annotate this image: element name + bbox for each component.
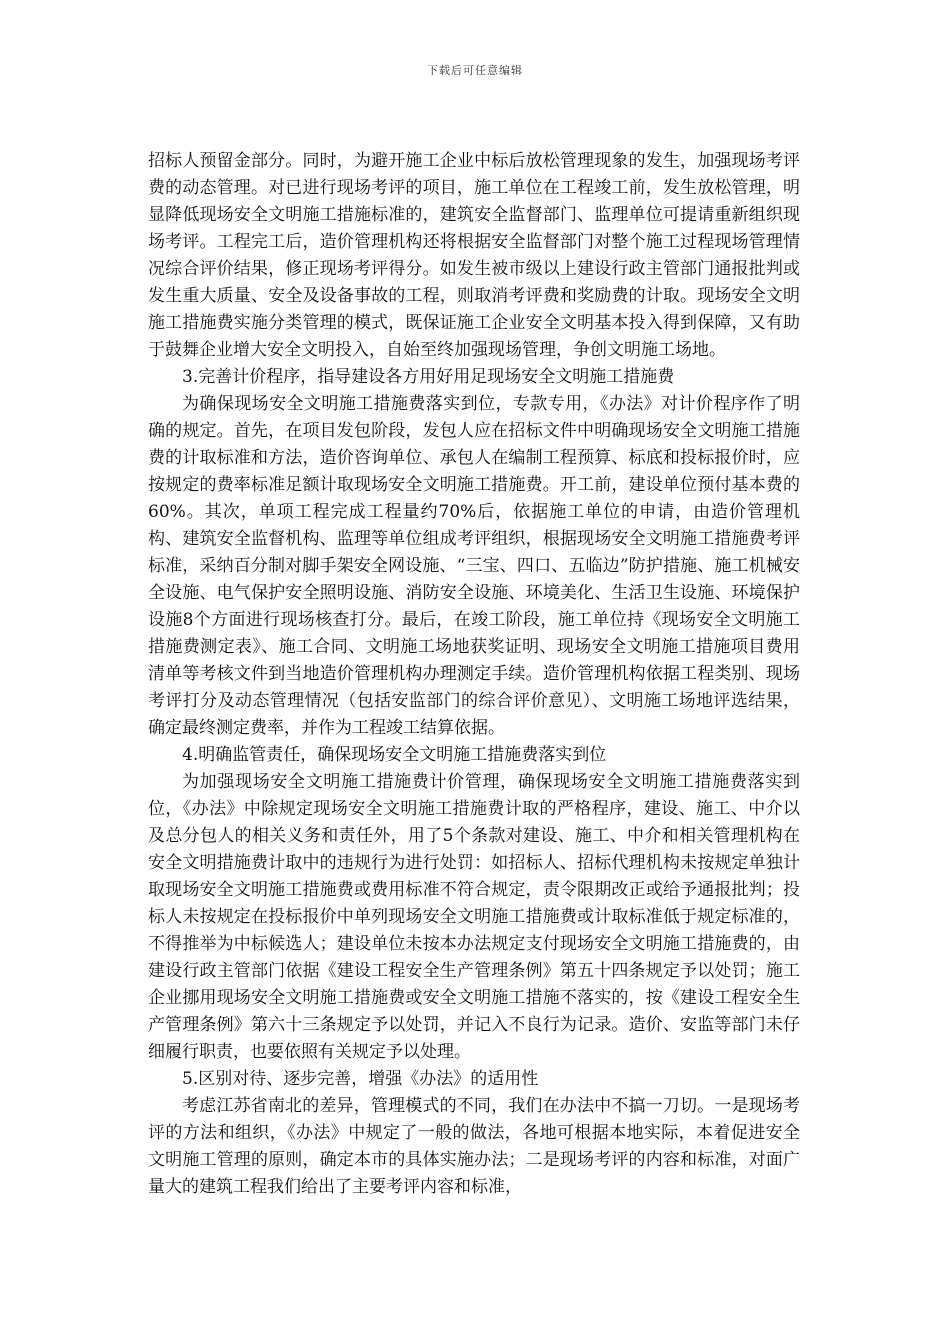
paragraph-applicability: 考虑江苏省南北的差异，管理模式的不同，我们在办法中不搞一刀切。一是现场考评的方法和组织，《办法》中规定了一般的做法，各地可根据本地实际，本着促进安全文明施工管理的原则，确定本市的具体实施办法；二是现场考评的内容和标准，对面广量大的建筑工程我们给出了主要考评内容和标准， [148,1096,800,1197]
section-heading-3: 3.完善计价程序，指导建设各方用好用足现场安全文明施工措施费 [182,367,675,387]
paragraph-supervision-responsibility: 为加强现场安全文明施工措施费计价管理，确保现场安全文明施工措施费落实到位，《办法》中除规定现场安全文明施工措施费计取的严格程序，建设、施工、中介以及总分包人的相关义务和责任外，用了5个条款对建设、施工、中介和相关管理机构在安全文明措施费计取中的违规行为进行处罚：如招标人、招标代理机构未按规定单独计取现场安全文明施工措施费或费用标准不符合规定，责令限期改正或给予通报批判；投标人未按规定在投标报价中单列现场安全文明施工措施费或计取标准低于规定标准的，不得推举为中标候选人；建设单位未按本办法规定支付现场安全文明施工措施费的，由建设行政主管部门依据《建设工程安全生产管理条例》第五十四条规定予以处罚；施工企业挪用现场安全文明施工措施费或安全文明施工措施不落实的，按《建设工程安全生产管理条例》第六十三条规定予以处罚，并记入不良行为记录。造价、安监等部门未仔细履行职责，也要依照有关规定予以处理。 [148,772,800,1062]
page-header-note: 下载后可任意编辑 [427,64,523,77]
document-body [148,148,800,1201]
section-heading-5: 5.区别对待、逐步完善，增强《办法》的适用性 [182,1069,539,1089]
section-heading-4: 4.明确监管责任，确保现场安全文明施工措施费落实到位 [182,745,607,765]
paragraph-pricing-procedure: 为确保现场安全文明施工措施费落实到位，专款专用，《办法》对计价程序作了明确的规定。首先，在项目发包阶段，发包人应在招标文件中明确现场安全文明施工措施费的计取标准和方法，造价咨询单位、承包人在编制工程预算、标底和投标报价时，应按规定的费率标准足额计取现场安全文明施工措施费。开工前，建设单位预付基本费的60%。其次，单项工程完成工程量约70%后，依据施工单位的申请，由造价管理机构、建筑安全监督机构、监理等单位组成考评组织，根据现场安全文明施工措施费考评标准，采纳百分制对脚手架安全网设施、“三宝、四口、五临边”防护措施、施工机械安全设施、电气保护安全照明设施、消防安全设施、环境美化、生活卫生设施、环境保护设施8个方面进行现场核查打分。最后，在竣工阶段，施工单位持《现场安全文明施工措施费测定表》、施工合同、文明施工场地获奖证明、现场安全文明施工措施项目费用清单等考核文件到当地造价管理机构办理测定手续。造价管理机构依据工程类别、现场考评打分及动态管理情况（包括安监部门的综合评价意见）、文明施工场地评选结果，确定最终测定费率，并作为工程竣工结算依据。 [148,394,800,738]
paragraph-continuation: 招标人预留金部分。同时，为避开施工企业中标后放松管理现象的发生，加强现场考评费的动态管理。对已进行现场考评的项目，施工单位在工程竣工前，发生放松管理，明显降低现场安全文明施工措施标准的，建筑安全监督部门、监理单位可提请重新组织现场考评。工程完工后，造价管理机构还将根据安全监督部门对整个施工过程现场管理情况综合评价结果，修正现场考评得分。如发生被市级以上建设行政主管部门通报批判或发生重大质量、安全及设备事故的工程，则取消考评费和奖励费的计取。现场安全文明施工措施费实施分类管理的模式，既保证施工企业安全文明基本投入得到保障，又有助于鼓舞企业增大安全文明投入，自始至终加强现场管理，争创文明施工场地。 [148,151,800,360]
